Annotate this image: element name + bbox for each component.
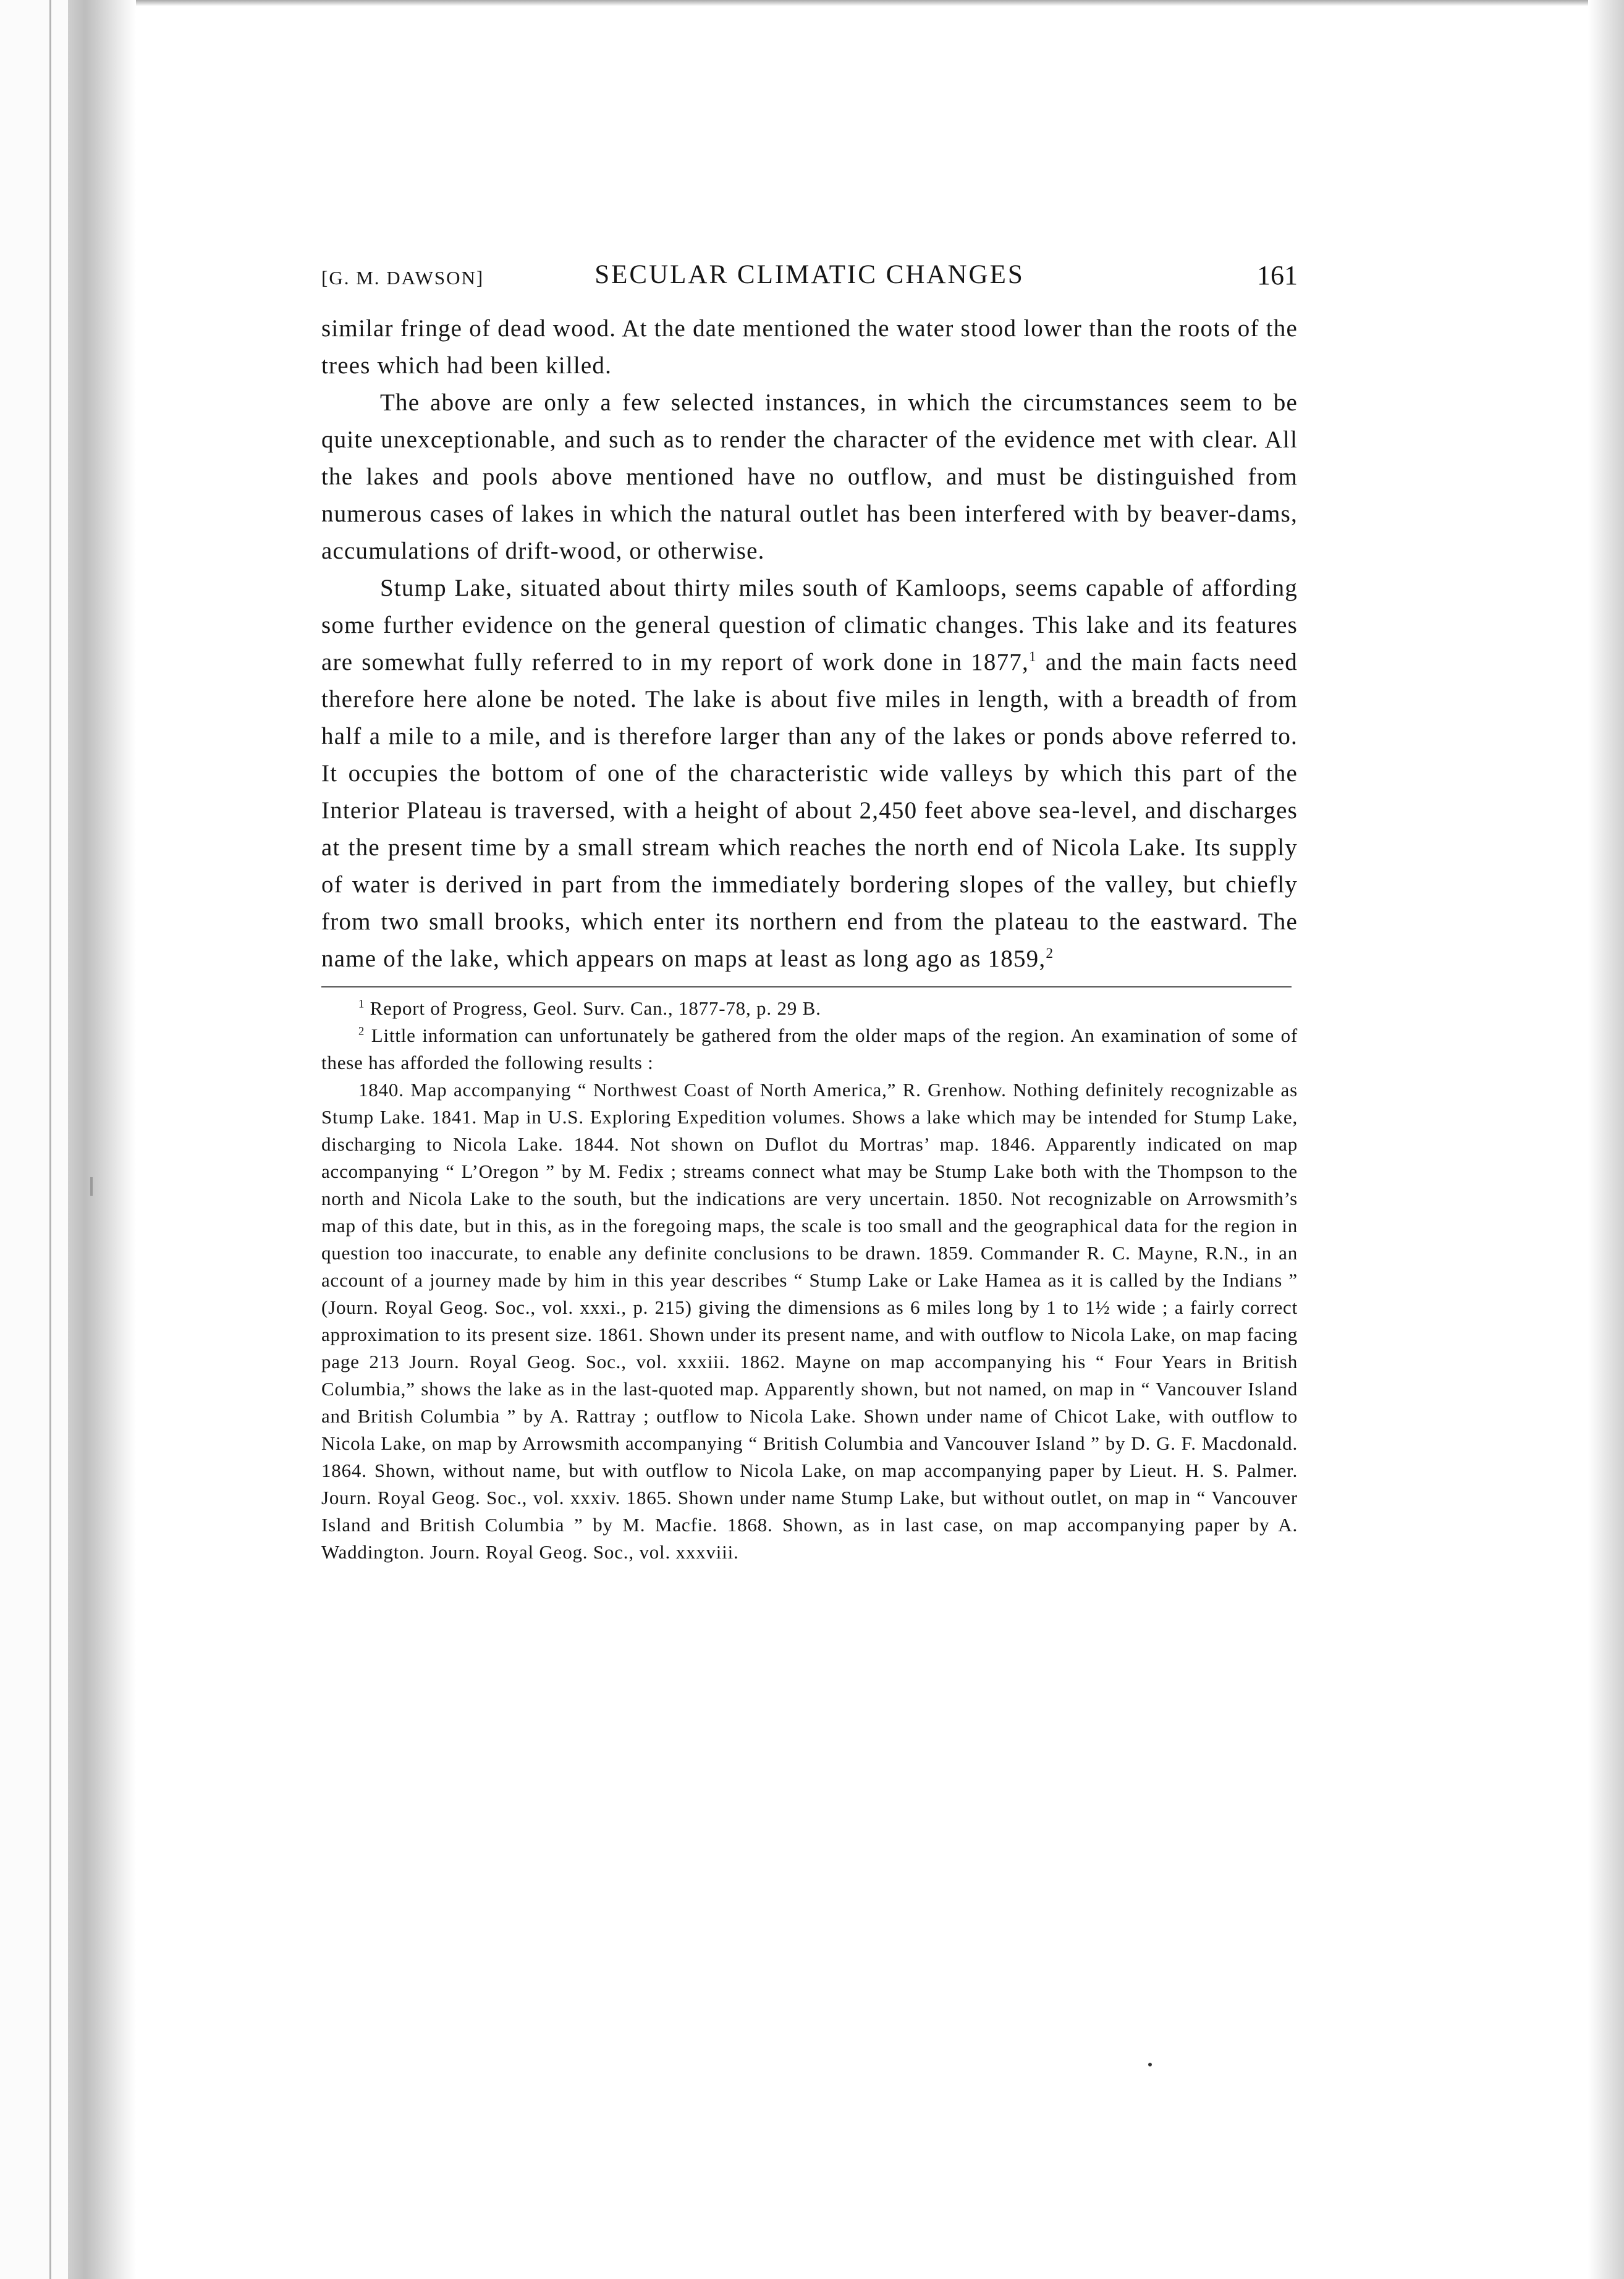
paragraph-1: similar fringe of dead wood. At the date mentioned the water stood lower than the roots of the trees which had been killed. — [321, 315, 1298, 379]
body-text — [321, 310, 1298, 978]
footnote-2-map-list: 1840. Map accompanying “ Northwest Coast of North America,” R. Grenhow. Nothing definitely recognizable as Stump Lake. 1841. Map in U.S. Exploring Expedition volumes. Shows a lake which may be intended for Stump Lake, discharging to Nicola Lake. 1844. Not shown on Duflot du Mortras’ map. 1846. Apparently indicated on map accompanying “ L’Oregon ” by M. Fedix ; streams connect what may be Stump Lake both with the Thompson to the north and Nicola Lake to the south, but the indications are very uncertain. 1850. Not recognizable on Arrowsmith’s map of this date, but in this, as in the foregoing maps, the scale is too small and the geographical data for the region in question too inaccurate, to enable any definite conclusions to be drawn. 1859. Commander R. C. Mayne, R.N., in an account of a journey made by him in this year describes “ Stump Lake or Lake Hamea as it is called by the Indians ” (Journ. Royal Geog. Soc., vol. xxxi., p. 215) giving the dimensions as 6 miles long by 1 to 1½ wide ; a fairly correct approximation to its present size. 1861. Shown under its present name, and with outflow to Nicola Lake, on map facing page 213 Journ. Royal Geog. Soc., vol. xxxiii. 1862. Mayne on map accompanying his “ Four Years in British Columbia,” shows the lake as in the last-quoted map. Apparently shown, but not named, on map in “ Vancouver Island and British Columbia ” by A. Rattray ; outflow to Nicola Lake. Shown under name of Chicot Lake, with outflow to Nicola Lake, on map by Arrowsmith accompanying “ British Columbia and Vancouver Island ” by D. G. F. Macdonald. 1864. Shown, without name, but with outflow to Nicola Lake, on map accompanying paper by Lieut. H. S. Palmer. Journ. Royal Geog. Soc., vol. xxxiv. 1865. Shown under name Stump Lake, but without outlet, on map in “ Vancouver Island and British Columbia ” by M. Macfie. 1868. Shown, as in last case, on map accompanying paper by A. Waddington. Journ. Royal Geog. Soc., vol. xxxviii. — [321, 1079, 1298, 1563]
scan-speck — [1148, 2063, 1152, 2066]
binding-shadow — [68, 0, 136, 2279]
footnote-1-mark: 1 — [358, 997, 365, 1011]
paragraph-2: The above are only a few selected instances, in which the circumstances seem to be quite unexceptionable, and such as to render the character of the evidence met with clear. All the lakes and pools above mentioned have no outflow, and must be distinguished from numerous cases of lakes in which the natural outlet has been interfered with by beaver-dams, accumulations of drift-wood, or otherwise. — [321, 389, 1298, 564]
footnotes — [321, 995, 1298, 1566]
scan-right-edge — [1588, 0, 1624, 2279]
footnote-1 — [321, 995, 1298, 1022]
footnote-ref-2: 2 — [1046, 945, 1054, 962]
running-head-title: SECULAR CLIMATIC CHANGES — [594, 260, 1025, 289]
scan-top-edge — [136, 0, 1594, 6]
running-header — [321, 253, 1298, 297]
footnote-ref-1: 1 — [1028, 649, 1037, 665]
footnote-2-mark: 2 — [358, 1025, 365, 1038]
margin-mark — [90, 1177, 93, 1196]
page-number: 161 — [1257, 260, 1298, 290]
footnote-2-text: Little information can unfortunately be gathered from the older maps of the region. An examination of some of these has afforded the following results : — [321, 1025, 1298, 1073]
scan-left-margin — [0, 0, 74, 2279]
paragraph-3 — [321, 570, 1298, 978]
page — [321, 253, 1298, 1566]
scan-margin-line — [49, 0, 51, 2279]
running-head-author: [G. M. DAWSON] — [321, 267, 484, 289]
footnote-1-text: Report of Progress, Geol. Surv. Can., 1877-78, p. 29 B. — [365, 997, 821, 1019]
footnote-rule — [321, 986, 1292, 987]
paragraph-3-part-1: Stump Lake, situated about thirty miles south of Kamloops, seems capable of affording some further evidence on the general question of climatic changes. This lake and its features are somewhat fully referred to in my report of work done in 1877, — [321, 575, 1298, 675]
footnote-2 — [321, 1022, 1298, 1076]
paragraph-3-part-2: and the main facts need therefore here alone be noted. The lake is about five miles in length, with a breadth of from half a mile to a mile, and is therefore larger than any of the lakes or ponds above referred to. It occupies the bottom of one of the characteristic wide valleys by which this part of the Interior Plateau is traversed, with a height of about 2,450 feet above sea-level, and discharges at the present time by a small stream which reaches the north end of Nicola Lake. Its supply of water is derived in part from the immediately bordering slopes of the valley, but chiefly from two small brooks, which enter its northern end from the plateau to the eastward. The name of the lake, which appears on maps at least as long ago as 1859, — [321, 649, 1298, 972]
